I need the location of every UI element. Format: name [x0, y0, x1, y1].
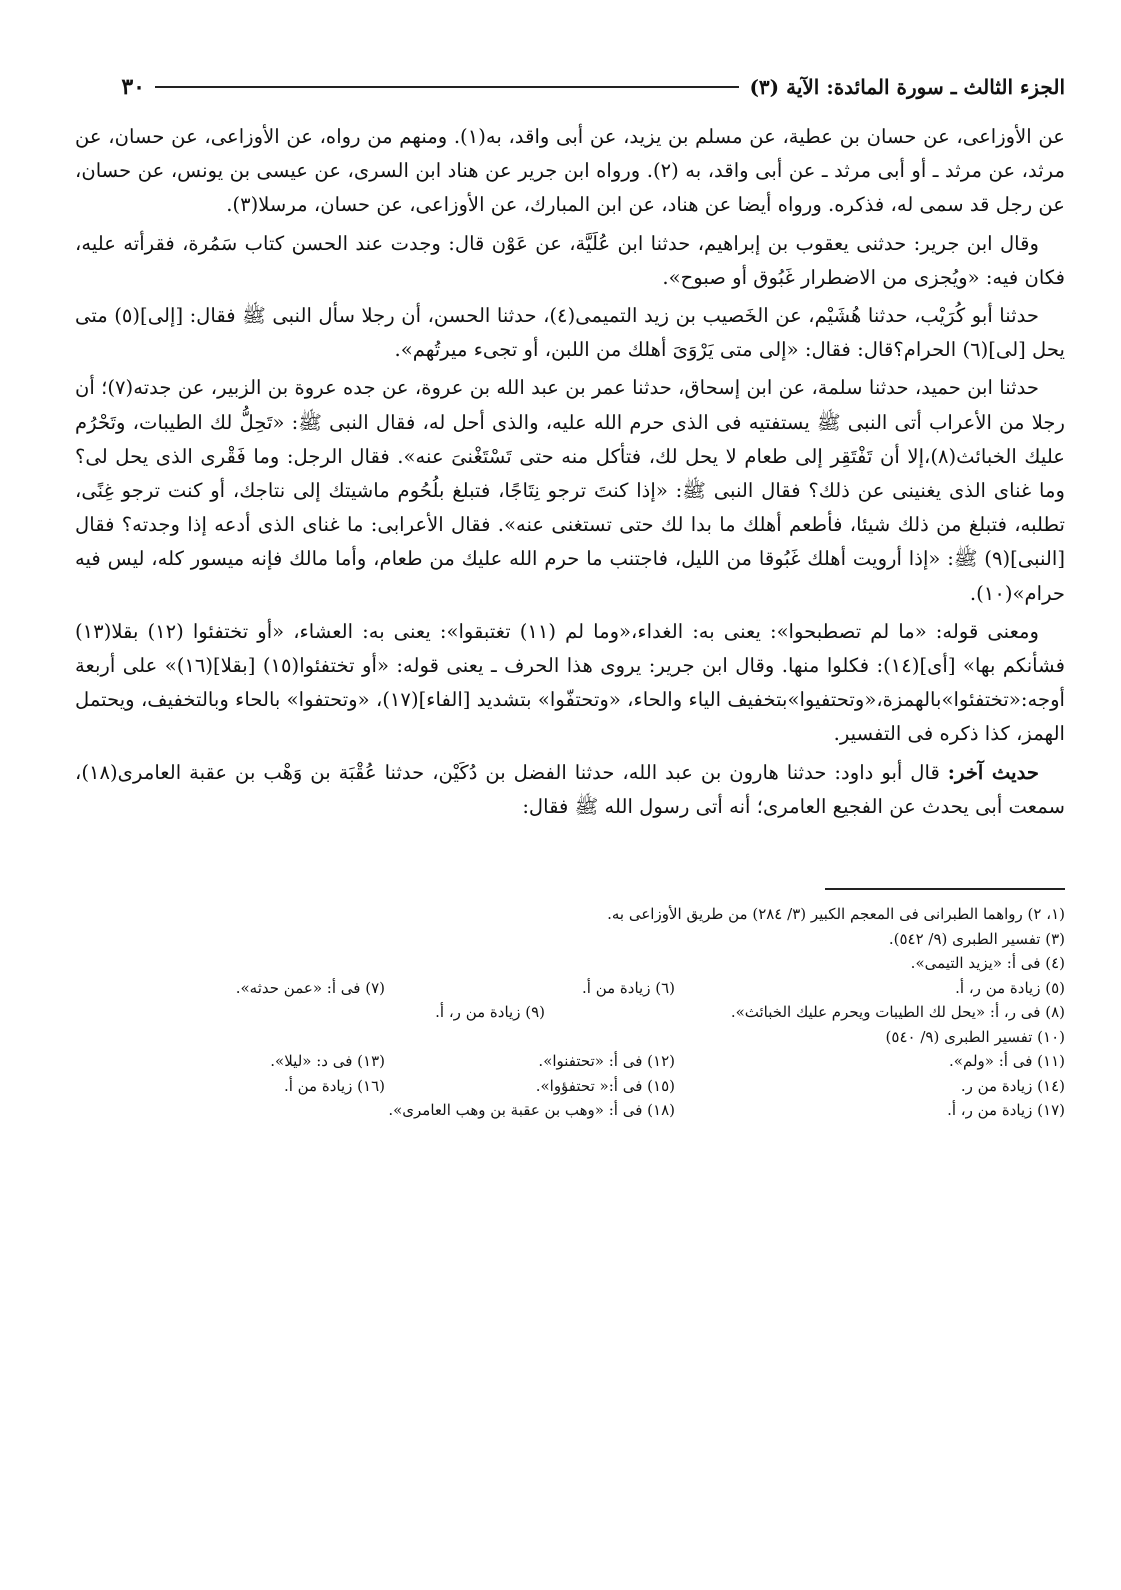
paragraph-2: وقال ابن جرير: حدثنى يعقوب بن إبراهيم، حدثنا ابن عُلَيَّة، عن عَوْن قال: وجدت عند الحسن كتاب سَمُرة، فقرأته عليه، فكان فيه: «ويُجزى من الاضطرار غَبُوق أو صبوح».: [75, 231, 1065, 289]
footnote: (١٥) فى أ:« تحتفؤوا».: [535, 1076, 675, 1095]
page: [75, 68, 1065, 1123]
paragraph-6: [75, 756, 1065, 824]
footnote: (٥) زيادة من ر، أ.: [955, 978, 1065, 997]
paragraph-5: ومعنى قوله: «ما لم تصطبحوا»: يعنى به: الغداء،«وما لم (١١) تغتبقوا»: يعنى به: العشاء، «أو تختفئوا (١٢) بقلا(١٣) فشأنكم بها» [أى](١٤): فكلوا منها. وقال ابن جرير: يروى هذا الحرف ـ يعنى قوله: «أو تختفئوا(١٥) [بقلا](١٦)» على أربعة أوجه:«تختفئوا»بالهمزة،«وتحتفيوا»بتخفيف الياء والحاء، «وتحتفّوا» بتشديد [الفاء](١٧)، «وتحتفوا» بالحاء وبالتخفيف، ويحتمل الهمز، كذا ذكره فى التفسير.: [75, 619, 1065, 746]
footnote: (١٠) تفسير الطبرى (٩/ ٥٤٠): [885, 1027, 1065, 1046]
footnote-row: [75, 1098, 1065, 1123]
footnote: (٣) تفسير الطبرى (٩/ ٥٤٢).: [888, 929, 1065, 948]
body-text: [75, 120, 1065, 824]
footnote-row: [75, 1049, 1065, 1074]
footnote: (١٢) فى أ: «تحتفنوا».: [538, 1052, 675, 1071]
footnote: (١١) فى أ: «ولم».: [949, 1052, 1065, 1071]
paragraph-3: حدثنا أبو كُرَيْب، حدثنا هُشَيْم، عن الخَصيب بن زيد التميمى(٤)، حدثنا الحسن، أن رجلا سأل النبى ﷺ فقال: [إلى](٥) متى يحل [لى](٦) الحرام؟قال: فقال: «إلى متى يَرْوَىَ أهلك من اللبن، أو تجىء ميرتُهم».: [75, 304, 1065, 362]
paragraph-6-lead: حديث آخر:: [947, 760, 1039, 784]
footnote: (٦) زيادة من أ.: [582, 978, 675, 997]
footnote: (١٣) فى د: «ليلا».: [270, 1052, 385, 1071]
footnote-row: [75, 976, 1065, 1001]
page-number: ٣٠: [121, 74, 145, 100]
footnote: (١، ٢) رواهما الطبرانى فى المعجم الكبير (٣/ ٢٨٤) من طريق الأوزاعى به.: [607, 905, 1065, 924]
paragraph-6-text: قال أبو داود: حدثنا هارون بن عبد الله، حدثنا الفضل بن دُكَيْن، حدثنا عُقْبَة بن وَهْب بن عقبة العامرى(١٨)، سمعت أبى يحدث عن الفجيع العامرى؛ أنه أتى رسول الله ﷺ فقال:: [75, 760, 1065, 818]
footnote: (٤) فى أ: «يزيد التيمى».: [910, 954, 1065, 973]
running-header: [75, 68, 1065, 106]
footnote-row: [75, 1000, 1065, 1025]
footnote-row: [75, 1074, 1065, 1099]
paragraph-4: حدثنا ابن حميد، حدثنا سلمة، عن ابن إسحاق، حدثنا عمر بن عبد الله بن عروة، عن جده عروة بن الزبير، عن جدته(٧)؛ أن رجلا من الأعراب أتى النبى ﷺ يستفتيه فى الذى حرم الله عليه، والذى أحل له، فقال النبى ﷺ: «تَحِلُّ لك الطيبات، وتَحْرُم عليك الخبائث(٨)،إلا أن تَفْتَقِر إلى طعام لا يحل لك، فتأكل منه حتى تَسْتَغْنىَ عنه». فقال الرجل: وما فَقْرى الذى يحل لى؟ وما غناى الذى يغنينى عن ذلك؟ فقال النبى ﷺ: «إذا كنتَ ترجو نِتَاجًا، فتبلغ بلُحُوم ماشيتك إلى نتاجك، أو كنت ترجو غِنًى، تطلبه، فتبلغ من ذلك شيئا، فأطعم أهلك ما بدا لك حتى تستغنى عنه». فقال الأعرابى: ما غناى الذى أدعه إذا وجدته؟ فقال [النبى](٩) ﷺ: «إذا أرويت أهلك غَبُوقا من الليل، فاجتنب ما حرم الله عليك من طعام، وأما مالك فإنه ميسور كله، ليس فيه حرام»(١٠).: [75, 376, 1065, 605]
footnote: (٨) فى ر، أ: «يحل لك الطيبات ويحرم عليك الخبائث».: [730, 1003, 1065, 1022]
footnote: (١٤) زيادة من ر.: [960, 1076, 1065, 1095]
footnote: (١٧) زيادة من ر، أ.: [947, 1101, 1065, 1120]
footnote: (٩) زيادة من ر، أ.: [435, 1003, 545, 1022]
paragraph-1: عن الأوزاعى، عن حسان بن عطية، عن مسلم بن يزيد، عن أبى واقد، به(١). ومنهم من رواه، عن الأوزاعى، عن حسان، عن مرثد، عن مرثد ـ أو أبى مرثد ـ عن أبى واقد، به (٢). ورواه ابن جرير عن هناد ابن السرى، عن عيسى بن يونس، عن حسان، عن رجل قد سمى له، فذكره. ورواه أيضا عن هناد، عن ابن المبارك، عن الأوزاعى، عن حسان، مرسلا(٣).: [75, 125, 1065, 217]
footnote: (١٦) زيادة من أ.: [283, 1076, 385, 1095]
footnote-rule: [825, 888, 1065, 890]
header-title: الجزء الثالث ـ سورة المائدة: الآية (٣): [749, 75, 1065, 99]
footnote: (٧) فى أ: «عمن حدثه».: [235, 978, 385, 997]
header-rule: [155, 86, 739, 88]
footnote: (١٨) فى أ: «وهب بن عقبة بن وهب العامرى».: [388, 1101, 675, 1120]
footnotes: [75, 902, 1065, 1123]
